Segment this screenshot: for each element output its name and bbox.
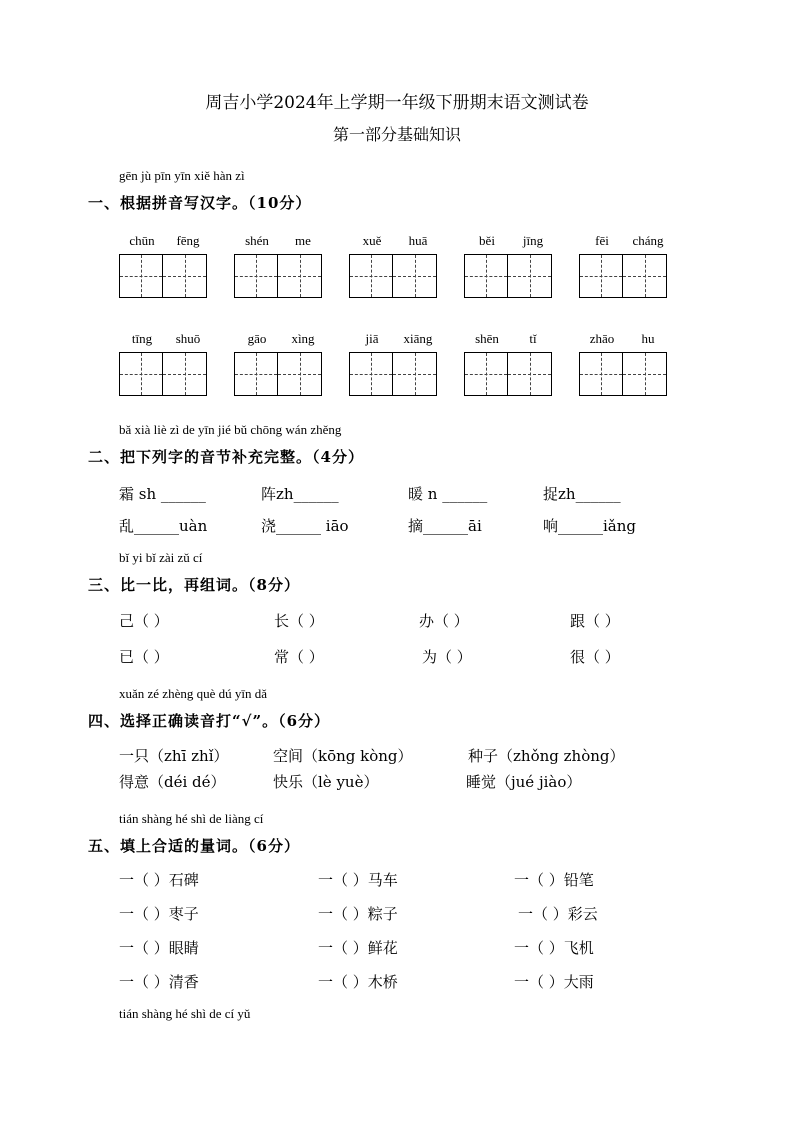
grid-pinyin-label: shuō — [175, 331, 201, 346]
syllable-item: 捉zh______ — [543, 485, 621, 503]
reading-choice-item: 得意（déi dé） — [119, 773, 226, 791]
section4-pinyin: xuǎn zé zhèng què dú yīn dǎ — [119, 686, 268, 701]
tianzige-cell[interactable] — [623, 254, 667, 298]
character-grid[interactable] — [234, 254, 322, 298]
section5-heading: 五、填上合适的量词。（6分） — [88, 837, 300, 855]
tianzige-cell[interactable] — [464, 254, 508, 298]
word-compare-item: 常（ ） — [274, 648, 324, 666]
grid-pinyin-label: chūn — [129, 233, 155, 248]
tianzige-cell[interactable] — [119, 254, 163, 298]
grid-pinyin-label: zhāo — [589, 331, 615, 346]
grid-pinyin-label: jiā — [365, 331, 379, 346]
grid-pinyin-label: xìng — [291, 331, 315, 346]
tianzige-cell[interactable] — [234, 254, 278, 298]
character-grid[interactable] — [579, 352, 667, 396]
syllable-item: 阵zh______ — [261, 485, 339, 503]
grid-pinyin-label: hu — [641, 331, 655, 346]
measure-word-item: 一（ ）粽子 — [318, 905, 398, 923]
section5-pinyin: tián shàng hé shì de liàng cí — [119, 811, 264, 826]
word-compare-item: 己（ ） — [119, 612, 169, 630]
grid-pinyin-label: fēng — [176, 233, 200, 248]
page-subtitle: 第一部分基础知识 — [332, 125, 461, 144]
measure-word-item: 一（ ）眼睛 — [119, 939, 199, 957]
tianzige-cell[interactable] — [119, 352, 163, 396]
syllable-item: 浇______ iāo — [261, 517, 349, 535]
syllable-item: 乱______uàn — [119, 517, 208, 535]
word-compare-item: 办（ ） — [419, 612, 469, 630]
measure-word-item: 一（ ）铅笔 — [514, 871, 594, 889]
measure-word-item: 一（ ）大雨 — [514, 973, 594, 991]
word-compare-item: 长（ ） — [274, 612, 324, 630]
tianzige-cell[interactable] — [349, 352, 393, 396]
syllable-item: 摘______āi — [408, 517, 482, 535]
reading-choice-item: 空间（kōng kòng） — [273, 747, 413, 765]
syllable-item: 暖 n ______ — [408, 485, 488, 503]
reading-choice-item: 快乐（lè yuè） — [273, 773, 379, 791]
grid-pinyin-label: tīng — [131, 331, 153, 346]
character-grid[interactable] — [464, 352, 552, 396]
measure-word-item: 一（ ）木桥 — [318, 973, 398, 991]
measure-word-item: 一（ ）飞机 — [514, 939, 594, 957]
reading-choice-item: 种子（zhǒng zhòng） — [468, 747, 625, 765]
syllable-item: 霜 sh ______ — [119, 485, 206, 503]
word-compare-item: 已（ ） — [119, 648, 169, 666]
grid-pinyin-label: shén — [245, 233, 269, 248]
grid-pinyin-label: xuě — [362, 233, 382, 248]
tianzige-cell[interactable] — [393, 352, 437, 396]
character-grid[interactable] — [349, 254, 437, 298]
tianzige-cell[interactable] — [234, 352, 278, 396]
tianzige-cell[interactable] — [278, 254, 322, 298]
section1-heading: 一、根据拼音写汉字。（10分） — [88, 194, 312, 212]
tianzige-cell[interactable] — [163, 254, 207, 298]
section2-pinyin: bǎ xià liè zì de yīn jié bǔ chōng wán zhěng — [119, 422, 342, 437]
section3-heading: 三、比一比，再组词。（8分） — [88, 576, 300, 594]
measure-word-item: 一（ ）石碑 — [119, 871, 199, 889]
tianzige-cell[interactable] — [464, 352, 508, 396]
grid-pinyin-label: jīng — [522, 233, 544, 248]
word-compare-item: 跟（ ） — [570, 612, 620, 630]
tianzige-cell[interactable] — [579, 352, 623, 396]
character-grid[interactable] — [119, 254, 207, 298]
tianzige-cell[interactable] — [163, 352, 207, 396]
page-title: 周吉小学2024年上学期一年级下册期末语文测试卷 — [205, 93, 589, 113]
section2-heading: 二、把下列字的音节补充完整。（4分） — [88, 448, 364, 466]
tianzige-cell[interactable] — [623, 352, 667, 396]
word-compare-item: 很（ ） — [570, 648, 620, 666]
section1-pinyin: gēn jù pīn yīn xiě hàn zì — [119, 168, 245, 183]
section3-pinyin: bǐ yi bǐ zài zǔ cí — [119, 550, 203, 565]
grid-pinyin-label: gāo — [247, 331, 267, 346]
grid-pinyin-label: xiāng — [403, 331, 433, 346]
syllable-item: 响______iǎng — [543, 517, 637, 535]
grid-pinyin-label: fēi — [595, 233, 609, 248]
tianzige-cell[interactable] — [508, 352, 552, 396]
character-grid[interactable] — [119, 352, 207, 396]
section4-heading: 四、选择正确读音打“√”。（6分） — [88, 712, 331, 730]
character-grid[interactable] — [464, 254, 552, 298]
tianzige-cell[interactable] — [349, 254, 393, 298]
character-grid[interactable] — [579, 254, 667, 298]
tianzige-cell[interactable] — [508, 254, 552, 298]
measure-word-item: 一（ ）马车 — [318, 871, 398, 889]
measure-word-item: 一（ ）鲜花 — [318, 939, 398, 957]
character-grid[interactable] — [349, 352, 437, 396]
measure-word-item: 一（ ）彩云 — [518, 905, 598, 923]
tianzige-cell[interactable] — [393, 254, 437, 298]
section6-pinyin: tián shàng hé shì de cí yǔ — [119, 1006, 251, 1021]
tianzige-cell[interactable] — [579, 254, 623, 298]
word-compare-item: 为（ ） — [422, 648, 472, 666]
tianzige-cell[interactable] — [278, 352, 322, 396]
grid-pinyin-label: shēn — [475, 331, 499, 346]
grid-pinyin-label: tǐ — [529, 331, 537, 346]
measure-word-item: 一（ ）清香 — [119, 973, 199, 991]
grid-pinyin-label: cháng — [632, 233, 664, 248]
measure-word-item: 一（ ）枣子 — [119, 905, 199, 923]
grid-pinyin-label: me — [295, 233, 311, 248]
grid-pinyin-label: huā — [408, 233, 428, 248]
reading-choice-item: 一只（zhī zhǐ） — [119, 747, 229, 765]
reading-choice-item: 睡觉（jué jiào） — [466, 773, 582, 791]
character-grid[interactable] — [234, 352, 322, 396]
grid-pinyin-label: běi — [479, 233, 495, 248]
